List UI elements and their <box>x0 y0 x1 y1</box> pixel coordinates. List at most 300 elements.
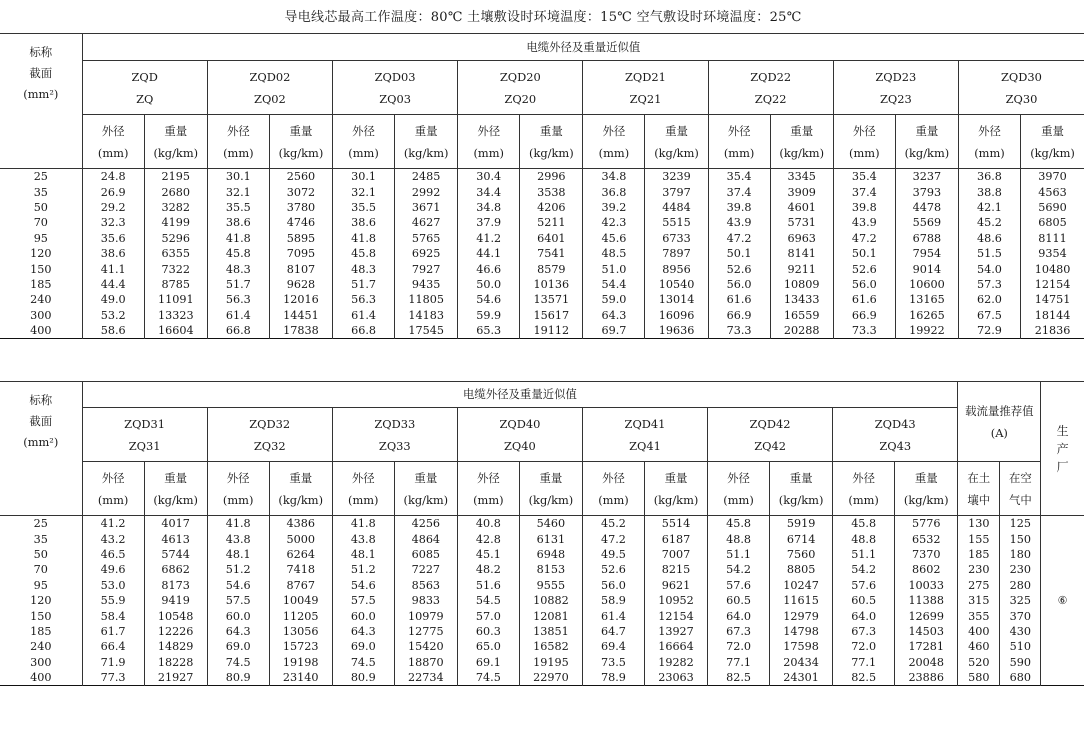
type-header: ZQD21 ZQ21 <box>583 61 708 115</box>
od-cell: 54.6 <box>332 578 394 593</box>
weight-cell: 14751 <box>1021 292 1084 307</box>
od-header: 外径 (mm) <box>458 115 520 169</box>
weight-cell: 10247 <box>770 578 833 593</box>
weight-cell: 6963 <box>770 231 833 246</box>
od-cell: 48.3 <box>207 261 269 276</box>
od-cell: 41.2 <box>458 231 520 246</box>
od-cell: 45.2 <box>958 215 1020 230</box>
weight-cell: 6805 <box>1021 215 1084 230</box>
weight-cell: 3538 <box>520 184 583 199</box>
od-cell: 80.9 <box>332 670 394 686</box>
od-cell: 48.1 <box>332 547 394 562</box>
weight-cell: 2560 <box>269 169 332 185</box>
od-cell: 50.1 <box>708 246 770 261</box>
cross-section-cell: 150 <box>0 608 82 623</box>
od-cell: 74.5 <box>457 670 519 686</box>
weight-cell: 11615 <box>770 593 833 608</box>
weight-cell: 20288 <box>770 323 833 339</box>
weight-cell: 9419 <box>144 593 207 608</box>
od-header: 外径 (mm) <box>332 462 394 516</box>
od-cell: 48.8 <box>833 531 895 546</box>
ampacity-soil-cell: 460 <box>958 639 1000 654</box>
od-cell: 80.9 <box>207 670 269 686</box>
od-cell: 35.5 <box>333 200 395 215</box>
od-cell: 61.4 <box>207 308 269 323</box>
od-cell: 41.2 <box>82 516 144 532</box>
weight-cell: 4478 <box>895 200 958 215</box>
cross-section-cell: 35 <box>0 184 82 199</box>
weight-cell: 14798 <box>770 624 833 639</box>
od-cell: 69.1 <box>457 655 519 670</box>
weight-cell: 6264 <box>269 547 332 562</box>
weight-cell: 12154 <box>1021 277 1084 292</box>
weight-cell: 8563 <box>394 578 457 593</box>
weight-cell: 12775 <box>394 624 457 639</box>
weight-header: 重量 (kg/km) <box>520 115 583 169</box>
ampacity-air-header: 在空 气中 <box>1000 462 1041 516</box>
od-cell: 38.6 <box>82 246 144 261</box>
od-cell: 56.0 <box>708 277 770 292</box>
weight-cell: 19112 <box>520 323 583 339</box>
weight-cell: 19195 <box>519 655 582 670</box>
od-cell: 77.1 <box>833 655 895 670</box>
weight-cell: 3345 <box>770 169 833 185</box>
od-cell: 60.3 <box>457 624 519 639</box>
weight-cell: 22734 <box>394 670 457 686</box>
od-cell: 51.7 <box>333 277 395 292</box>
weight-cell: 19636 <box>645 323 708 339</box>
cross-section-cell: 185 <box>0 277 82 292</box>
od-cell: 35.4 <box>833 169 895 185</box>
type-header: ZQD23 ZQ23 <box>833 61 958 115</box>
od-cell: 49.6 <box>82 562 144 577</box>
ampacity-air-cell: 370 <box>1000 608 1041 623</box>
table-row <box>0 516 1084 532</box>
weight-cell: 16604 <box>144 323 207 339</box>
weight-cell: 6355 <box>144 246 207 261</box>
table-row <box>0 200 1084 215</box>
ampacity-soil-cell: 275 <box>958 578 1000 593</box>
type-header: ZQD32 ZQ32 <box>207 408 332 462</box>
weight-cell: 11205 <box>269 608 332 623</box>
weight-header: 重量 (kg/km) <box>895 462 958 516</box>
od-header: 外径 (mm) <box>583 115 645 169</box>
weight-header: 重量 (kg/km) <box>395 115 458 169</box>
weight-cell: 13433 <box>770 292 833 307</box>
od-cell: 38.6 <box>207 215 269 230</box>
weight-cell: 10540 <box>645 277 708 292</box>
od-cell: 37.9 <box>458 215 520 230</box>
od-cell: 39.8 <box>833 200 895 215</box>
od-cell: 45.8 <box>207 246 269 261</box>
weight-cell: 14503 <box>895 624 958 639</box>
od-header: 外径 (mm) <box>457 462 519 516</box>
od-cell: 69.7 <box>583 323 645 339</box>
od-cell: 61.4 <box>582 608 644 623</box>
od-cell: 56.3 <box>333 292 395 307</box>
weight-cell: 12699 <box>895 608 958 623</box>
weight-header: 重量 (kg/km) <box>1021 115 1084 169</box>
cross-section-cell: 95 <box>0 231 82 246</box>
table-row <box>0 169 1084 185</box>
od-cell: 35.5 <box>207 200 269 215</box>
weight-cell: 13014 <box>645 292 708 307</box>
manufacturer-header: 生 产 厂 <box>1041 382 1084 516</box>
od-cell: 34.8 <box>458 200 520 215</box>
cross-section-cell: 95 <box>0 578 82 593</box>
type-header: ZQD40 ZQ40 <box>457 408 582 462</box>
od-cell: 48.6 <box>958 231 1020 246</box>
weight-cell: 4563 <box>1021 184 1084 199</box>
table-caption: 导电线芯最高工作温度：80℃ 土壤敷设时环境温度：15℃ 空气敷设时环境温度：25℃ <box>284 10 802 25</box>
cross-section-cell: 150 <box>0 261 82 276</box>
weight-cell: 5765 <box>395 231 458 246</box>
od-cell: 60.0 <box>332 608 394 623</box>
weight-cell: 19922 <box>895 323 958 339</box>
table-row <box>0 261 1084 276</box>
weight-cell: 6925 <box>395 246 458 261</box>
weight-cell: 7927 <box>395 261 458 276</box>
weight-header: 重量 (kg/km) <box>144 462 207 516</box>
weight-cell: 7095 <box>269 246 332 261</box>
weight-cell: 8153 <box>519 562 582 577</box>
weight-cell: 7227 <box>394 562 457 577</box>
cross-section-cell: 25 <box>0 516 82 532</box>
weight-cell: 7370 <box>895 547 958 562</box>
weight-cell: 11091 <box>144 292 207 307</box>
weight-cell: 15723 <box>269 639 332 654</box>
od-cell: 66.8 <box>333 323 395 339</box>
weight-cell: 10136 <box>520 277 583 292</box>
cross-section-cell: 120 <box>0 246 82 261</box>
od-cell: 36.8 <box>583 184 645 199</box>
od-cell: 61.6 <box>833 292 895 307</box>
weight-cell: 13851 <box>519 624 582 639</box>
weight-cell: 3671 <box>395 200 458 215</box>
od-cell: 45.1 <box>457 547 519 562</box>
od-cell: 58.6 <box>82 323 144 339</box>
row-label-header: 标称 截面 (mm²) <box>0 382 82 516</box>
weight-cell: 3909 <box>770 184 833 199</box>
od-cell: 35.6 <box>82 231 144 246</box>
od-cell: 72.0 <box>833 639 895 654</box>
weight-cell: 5569 <box>895 215 958 230</box>
weight-cell: 23063 <box>644 670 707 686</box>
od-cell: 69.0 <box>332 639 394 654</box>
od-cell: 45.8 <box>833 516 895 532</box>
od-cell: 45.8 <box>333 246 395 261</box>
od-cell: 55.9 <box>82 593 144 608</box>
weight-cell: 7954 <box>895 246 958 261</box>
weight-cell: 14183 <box>395 308 458 323</box>
od-cell: 41.1 <box>82 261 144 276</box>
cross-section-cell: 400 <box>0 323 82 339</box>
weight-cell: 13571 <box>520 292 583 307</box>
weight-cell: 5919 <box>770 516 833 532</box>
od-cell: 74.5 <box>332 655 394 670</box>
ampacity-air-cell: 180 <box>1000 547 1041 562</box>
od-cell: 72.9 <box>958 323 1020 339</box>
ampacity-header: 载流量推荐值 (A) <box>958 382 1041 462</box>
od-cell: 64.3 <box>332 624 394 639</box>
weight-cell: 4613 <box>144 531 207 546</box>
weight-cell: 6714 <box>770 531 833 546</box>
od-cell: 51.7 <box>207 277 269 292</box>
od-cell: 57.5 <box>207 593 269 608</box>
weight-cell: 5731 <box>770 215 833 230</box>
ampacity-air-cell: 280 <box>1000 578 1041 593</box>
od-cell: 49.0 <box>82 292 144 307</box>
weight-cell: 17545 <box>395 323 458 339</box>
type-header: ZQD42 ZQ42 <box>708 408 833 462</box>
od-cell: 67.3 <box>708 624 770 639</box>
weight-cell: 18870 <box>394 655 457 670</box>
weight-cell: 12979 <box>770 608 833 623</box>
od-cell: 44.1 <box>458 246 520 261</box>
weight-cell: 12226 <box>144 624 207 639</box>
weight-cell: 4484 <box>645 200 708 215</box>
od-cell: 48.5 <box>583 246 645 261</box>
od-cell: 67.3 <box>833 624 895 639</box>
weight-cell: 11805 <box>395 292 458 307</box>
weight-cell: 22970 <box>519 670 582 686</box>
od-cell: 46.5 <box>82 547 144 562</box>
weight-cell: 13056 <box>269 624 332 639</box>
ampacity-air-cell: 150 <box>1000 531 1041 546</box>
od-cell: 48.1 <box>207 547 269 562</box>
weight-cell: 23886 <box>895 670 958 686</box>
od-cell: 29.2 <box>82 200 144 215</box>
weight-cell: 6085 <box>394 547 457 562</box>
od-cell: 32.3 <box>82 215 144 230</box>
weight-cell: 6401 <box>520 231 583 246</box>
weight-cell: 17598 <box>770 639 833 654</box>
od-cell: 77.1 <box>708 655 770 670</box>
weight-cell: 5744 <box>144 547 207 562</box>
od-cell: 43.9 <box>833 215 895 230</box>
weight-cell: 6862 <box>144 562 207 577</box>
weight-cell: 9833 <box>394 593 457 608</box>
weight-cell: 6532 <box>895 531 958 546</box>
weight-header: 重量 (kg/km) <box>144 115 207 169</box>
od-cell: 34.4 <box>458 184 520 199</box>
od-cell: 67.5 <box>958 308 1020 323</box>
od-header: 外径 (mm) <box>207 462 269 516</box>
weight-cell: 3239 <box>645 169 708 185</box>
od-cell: 43.8 <box>207 531 269 546</box>
ampacity-air-cell: 430 <box>1000 624 1041 639</box>
weight-cell: 6131 <box>519 531 582 546</box>
od-cell: 47.2 <box>582 531 644 546</box>
weight-cell: 16096 <box>645 308 708 323</box>
od-cell: 60.5 <box>708 593 770 608</box>
ampacity-air-cell: 125 <box>1000 516 1041 532</box>
weight-cell: 8173 <box>144 578 207 593</box>
weight-cell: 7560 <box>770 547 833 562</box>
od-cell: 51.0 <box>583 261 645 276</box>
weight-cell: 8805 <box>770 562 833 577</box>
od-header: 外径 (mm) <box>833 462 895 516</box>
weight-cell: 17281 <box>895 639 958 654</box>
ampacity-soil-cell: 580 <box>958 670 1000 686</box>
weight-cell: 8141 <box>770 246 833 261</box>
weight-cell: 17838 <box>269 323 332 339</box>
od-cell: 66.9 <box>833 308 895 323</box>
weight-cell: 8956 <box>645 261 708 276</box>
od-cell: 54.2 <box>708 562 770 577</box>
od-cell: 32.1 <box>333 184 395 199</box>
od-cell: 41.8 <box>333 231 395 246</box>
ampacity-soil-cell: 130 <box>958 516 1000 532</box>
table-row <box>0 531 1084 546</box>
od-cell: 41.8 <box>332 516 394 532</box>
weight-cell: 4386 <box>269 516 332 532</box>
table-row <box>0 246 1084 261</box>
cross-section-cell: 120 <box>0 593 82 608</box>
od-cell: 74.5 <box>207 655 269 670</box>
od-cell: 57.5 <box>332 593 394 608</box>
type-header: ZQD20 ZQ20 <box>458 61 583 115</box>
ampacity-soil-cell: 355 <box>958 608 1000 623</box>
weight-cell: 12154 <box>644 608 707 623</box>
weight-cell: 6788 <box>895 231 958 246</box>
weight-cell: 3970 <box>1021 169 1084 185</box>
weight-cell: 5460 <box>519 516 582 532</box>
od-cell: 42.3 <box>583 215 645 230</box>
od-cell: 64.3 <box>207 624 269 639</box>
weight-cell: 18228 <box>144 655 207 670</box>
weight-cell: 7541 <box>520 246 583 261</box>
cross-section-cell: 25 <box>0 169 82 185</box>
weight-header: 重量 (kg/km) <box>770 462 833 516</box>
weight-cell: 5690 <box>1021 200 1084 215</box>
type-header: ZQD33 ZQ33 <box>332 408 457 462</box>
weight-header: 重量 (kg/km) <box>770 115 833 169</box>
od-header: 外径 (mm) <box>582 462 644 516</box>
weight-cell: 9014 <box>895 261 958 276</box>
od-cell: 82.5 <box>833 670 895 686</box>
weight-cell: 9628 <box>269 277 332 292</box>
od-cell: 51.1 <box>833 547 895 562</box>
od-cell: 37.4 <box>833 184 895 199</box>
od-cell: 32.1 <box>207 184 269 199</box>
od-cell: 59.9 <box>458 308 520 323</box>
od-cell: 73.5 <box>582 655 644 670</box>
od-cell: 78.9 <box>582 670 644 686</box>
weight-cell: 7897 <box>645 246 708 261</box>
od-cell: 40.8 <box>457 516 519 532</box>
weight-header: 重量 (kg/km) <box>644 462 707 516</box>
weight-cell: 5000 <box>269 531 332 546</box>
ampacity-soil-cell: 185 <box>958 547 1000 562</box>
od-cell: 44.4 <box>82 277 144 292</box>
weight-cell: 2996 <box>520 169 583 185</box>
od-cell: 37.4 <box>708 184 770 199</box>
ampacity-air-cell: 230 <box>1000 562 1041 577</box>
type-header: ZQD43 ZQ43 <box>833 408 958 462</box>
weight-cell: 15420 <box>394 639 457 654</box>
ampacity-air-cell: 510 <box>1000 639 1041 654</box>
od-cell: 51.6 <box>457 578 519 593</box>
table-row <box>0 184 1084 199</box>
weight-cell: 11388 <box>895 593 958 608</box>
weight-cell: 5776 <box>895 516 958 532</box>
weight-cell: 4746 <box>269 215 332 230</box>
weight-cell: 10548 <box>144 608 207 623</box>
od-cell: 26.9 <box>82 184 144 199</box>
weight-cell: 8602 <box>895 562 958 577</box>
od-header: 外径 (mm) <box>207 115 269 169</box>
table-row <box>0 655 1084 670</box>
od-cell: 47.2 <box>833 231 895 246</box>
od-cell: 66.4 <box>82 639 144 654</box>
od-cell: 52.6 <box>708 261 770 276</box>
od-cell: 62.0 <box>958 292 1020 307</box>
table-row <box>0 277 1084 292</box>
weight-cell: 4627 <box>395 215 458 230</box>
od-cell: 71.9 <box>82 655 144 670</box>
weight-cell: 9435 <box>395 277 458 292</box>
ampacity-soil-header: 在土 壤中 <box>958 462 1000 516</box>
od-cell: 60.0 <box>207 608 269 623</box>
cross-section-cell: 50 <box>0 547 82 562</box>
od-header: 外径 (mm) <box>833 115 895 169</box>
weight-cell: 10809 <box>770 277 833 292</box>
group-header: 电缆外径及重量近似值 <box>82 382 958 408</box>
od-cell: 45.6 <box>583 231 645 246</box>
od-cell: 69.0 <box>207 639 269 654</box>
table-row <box>0 547 1084 562</box>
weight-cell: 13927 <box>644 624 707 639</box>
od-cell: 48.8 <box>708 531 770 546</box>
cross-section-cell: 185 <box>0 624 82 639</box>
type-header: ZQD41 ZQ41 <box>582 408 707 462</box>
weight-cell: 12081 <box>519 608 582 623</box>
weight-cell: 7418 <box>269 562 332 577</box>
od-cell: 72.0 <box>708 639 770 654</box>
weight-cell: 3237 <box>895 169 958 185</box>
weight-cell: 3793 <box>895 184 958 199</box>
weight-cell: 4256 <box>394 516 457 532</box>
od-cell: 30.1 <box>207 169 269 185</box>
od-cell: 43.2 <box>82 531 144 546</box>
ampacity-soil-cell: 315 <box>958 593 1000 608</box>
od-cell: 82.5 <box>708 670 770 686</box>
weight-cell: 21927 <box>144 670 207 686</box>
cable-table-1 <box>0 33 1084 339</box>
od-header: 外径 (mm) <box>958 115 1020 169</box>
od-cell: 30.4 <box>458 169 520 185</box>
od-cell: 57.0 <box>457 608 519 623</box>
od-cell: 43.8 <box>332 531 394 546</box>
weight-cell: 2195 <box>144 169 207 185</box>
od-cell: 57.3 <box>958 277 1020 292</box>
weight-cell: 6187 <box>644 531 707 546</box>
cross-section-cell: 300 <box>0 655 82 670</box>
table-row <box>0 608 1084 623</box>
od-cell: 48.2 <box>457 562 519 577</box>
weight-cell: 10979 <box>394 608 457 623</box>
weight-cell: 3780 <box>269 200 332 215</box>
weight-cell: 10882 <box>519 593 582 608</box>
weight-cell: 7007 <box>644 547 707 562</box>
weight-cell: 23140 <box>269 670 332 686</box>
od-header: 外径 (mm) <box>82 462 144 516</box>
od-cell: 34.8 <box>583 169 645 185</box>
weight-cell: 15617 <box>520 308 583 323</box>
od-cell: 48.3 <box>333 261 395 276</box>
ampacity-soil-cell: 155 <box>958 531 1000 546</box>
